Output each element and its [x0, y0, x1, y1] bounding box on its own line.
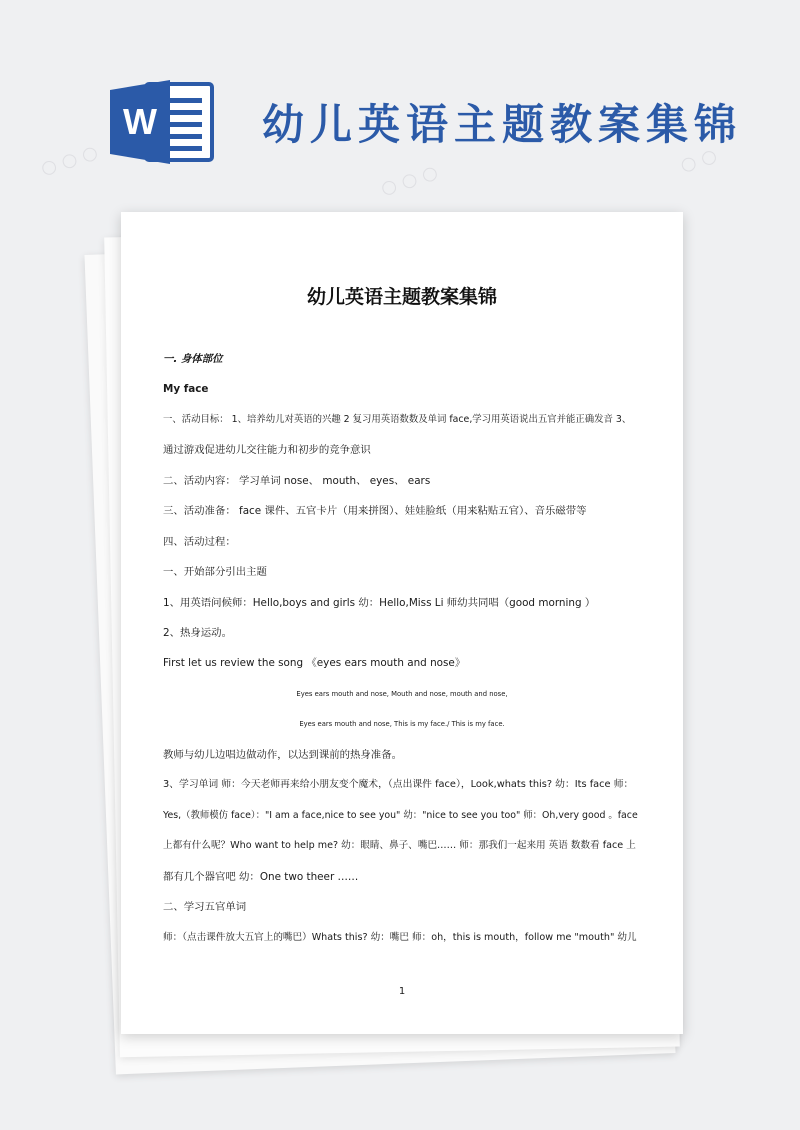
- watermark: ○ ○ ○: [38, 141, 101, 180]
- text-line: 二、活动内容： 学习单词 nose、 mouth、 eyes、 ears: [163, 475, 431, 487]
- document-page: [121, 212, 683, 1034]
- text-line: 二、学习五官单词: [163, 901, 247, 913]
- text-line: Yes,（教师模仿 face）："I am a face,nice to see you" 幼："nice to see you too" 师：Oh,very good 。face: [163, 810, 638, 821]
- svg-text:W: W: [123, 101, 157, 142]
- section-heading: 一. 身体部位: [163, 353, 223, 365]
- text-line: 师：（点击课件放大五官上的嘴巴）Whats this? 幼：嘴巴 师：oh，this is mouth，follow me "mouth" 幼儿: [163, 932, 637, 943]
- text-line: 四、活动过程：: [163, 536, 236, 548]
- header-title: 幼儿英语主题教案集锦: [262, 100, 743, 149]
- watermark: ○ ○: [677, 144, 720, 177]
- text-line: 一、开始部分引出主题: [163, 566, 267, 578]
- text-line: 3、学习单词 师：今天老师再来给小朋友变个魔术，（点出课件 face），Look,whats this? 幼：Its face 师：: [163, 779, 634, 790]
- text-line: 上都有什么呢？Who want to help me? 幼：眼睛、鼻子、嘴巴…… 师：那我们一起来用 英语 数数看 face 上: [163, 840, 636, 851]
- text-line: First let us review the song 《eyes ears mouth and nose》: [163, 657, 466, 669]
- word-document-icon: [108, 80, 218, 164]
- text-line: 教师与幼儿边唱边做动作，以达到课前的热身准备。: [163, 749, 402, 761]
- lesson-title: My face: [163, 383, 209, 395]
- document-title: 幼儿英语主题教案集锦: [306, 286, 497, 308]
- song-line: Eyes ears mouth and nose, Mouth and nose, mouth and nose,: [296, 690, 508, 698]
- song-line: Eyes ears mouth and nose, This is my face./ This is my face.: [299, 720, 505, 728]
- text-line: 一、活动目标： 1、培养幼儿对英语的兴趣 2 复习用英语数数及单词 face,学习用英语说出五官并能正确发音 3、: [163, 414, 632, 425]
- watermark: ○ ○ ○: [378, 161, 441, 200]
- page-number: 1: [398, 986, 406, 997]
- text-line: 三、活动准备： face 课件、五官卡片（用来拼图）、娃娃脸纸（用来粘贴五官）、音乐磁带等: [163, 505, 587, 517]
- text-line: 2、热身运动。: [163, 627, 232, 639]
- text-line: 1、用英语问候师：Hello,boys and girls 幼：Hello,Miss Li 师幼共同唱（good morning ）: [163, 597, 596, 609]
- text-line: 都有几个器官吧 幼：One two theer ……: [163, 871, 359, 883]
- text-line: 通过游戏促进幼儿交往能力和初步的竞争意识: [163, 444, 371, 456]
